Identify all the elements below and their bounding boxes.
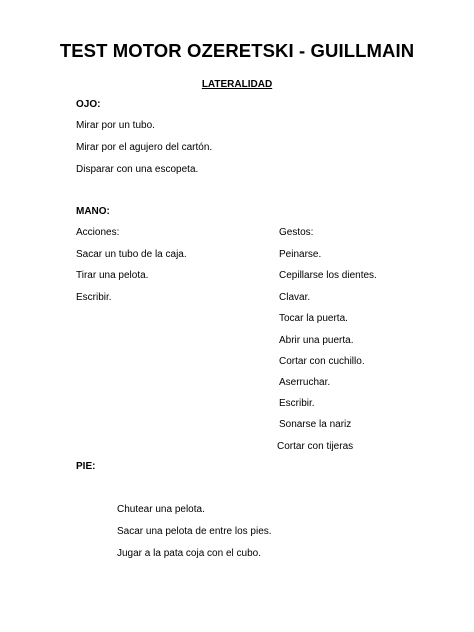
ojo-item: Mirar por el agujero del cartón.: [76, 142, 213, 153]
acciones-label: Acciones:: [76, 227, 120, 238]
gesto-item: Tocar la puerta.: [279, 313, 348, 324]
pie-heading: PIE:: [76, 461, 96, 472]
gesto-item: Cortar con cuchillo.: [279, 356, 365, 367]
ojo-item: Disparar con una escopeta.: [76, 164, 199, 175]
gesto-item: Sonarse la nariz: [279, 419, 352, 430]
accion-item: Escribir.: [76, 292, 112, 303]
gestos-label: Gestos:: [279, 227, 314, 238]
gesto-item: Clavar.: [279, 292, 311, 303]
pie-item: Jugar a la pata coja con el cubo.: [117, 548, 261, 559]
gesto-item: Cepillarse los dientes.: [279, 270, 377, 281]
gesto-item: Cortar con tijeras: [277, 441, 354, 452]
gesto-item: Peinarse.: [279, 249, 322, 260]
accion-item: Tirar una pelota.: [76, 270, 149, 281]
ojo-item: Mirar por un tubo.: [76, 120, 155, 131]
accion-item: Sacar un tubo de la caja.: [76, 249, 187, 260]
document-title: TEST MOTOR OZERETSKI - GUILLMAIN: [59, 40, 415, 61]
gesto-item: Abrir una puerta.: [279, 335, 354, 346]
pie-item: Sacar una pelota de entre los pies.: [117, 526, 272, 537]
section-subtitle: LATERALIDAD: [201, 79, 273, 90]
ojo-heading: OJO:: [76, 99, 101, 110]
mano-heading: MANO:: [76, 206, 110, 217]
gesto-item: Escribir.: [279, 398, 315, 409]
pie-item: Chutear una pelota.: [117, 504, 205, 515]
gesto-item: Aserruchar.: [279, 377, 331, 388]
